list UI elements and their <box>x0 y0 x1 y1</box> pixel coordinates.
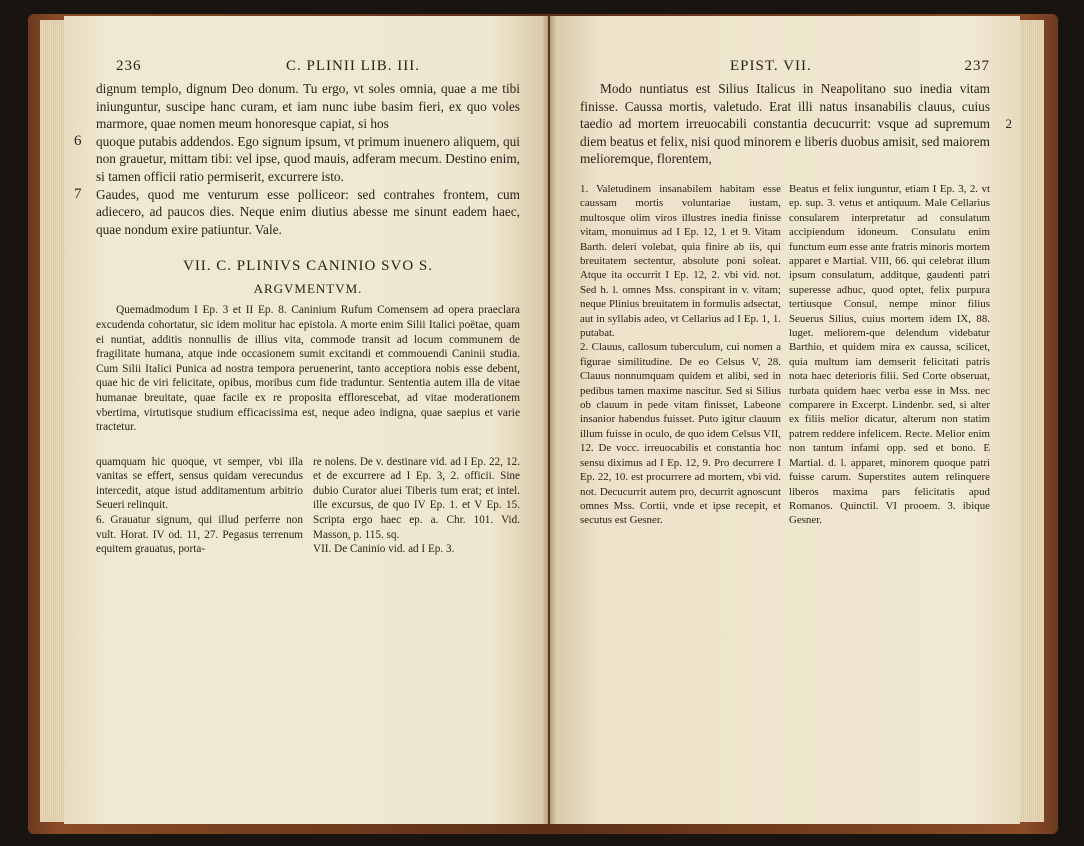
argumentum-text: Quemadmodum I Ep. 3 et II Ep. 8. Caninium Rufum Comensem ad opera praeclara excudenda cohortatur, sic idem molitur hac epistola. A morte enim Silii Italici poëtae, quam ei nuntiat, additis nonnullis de illius vita, commode transit ad locum communem de fragilitate humana, atque inde occasionem sumit excitandi et commouendi Caninii studia. Cum Silii Italici Punica ad nostra tempora peruenerint, tanto acceptiora nobis esse debent, quae hic de viri felicitate, opibus, moribus cum fide traduntur. Sententia autem illa de vitae humanae breuitate, quae facile ex re proposita efflorescebat, ad vitae moderationem vbertima, virtutisque studium efficacissima est, neque adeo indigna, quae saepius et varie tractetur. <box>96 304 520 434</box>
left-footnote-col-2-text: re nolens. De v. destinare vid. ad I Ep. 22, 12. et de excurrere ad I Ep. 3, 2. officii. Sine dubio Curator aluei Tiberis tum erat; et intel. ille excursus, de quo IV Ep. 1. et V Ep. 15. Scripta ergo haec ep. a. Chr. 101. Vid. Masson, p. 115. sq. VII. De Caninio vid. ad I Ep. 3. <box>313 455 520 556</box>
right-footnotes <box>580 182 990 528</box>
left-paragraph-3: Gaudes, quod me venturum esse polliceor: sed contrahes frontem, cum adiecero, ad paucos dies. Neque enim diutius abesse me sinunt eadem haec, quae nondum exire patiuntur. Vale. <box>96 186 520 237</box>
right-page-number: 237 <box>964 58 990 74</box>
left-top-text <box>74 80 520 238</box>
side-marker-2: 2 <box>1005 116 1012 131</box>
left-paragraph-2: quoque putabis addendos. Ego signum ipsum, vt primum inuenero aliquem, qui non grauetur, mittam tibi: vel ipse, quod mauis, adferam mecum. Destino enim, si tamen officii ratio permiserit, excurrere isto. <box>96 133 520 184</box>
left-running-head: C. PLINII LIB. III. <box>286 58 420 74</box>
right-page-header <box>580 58 990 80</box>
left-page <box>64 16 548 824</box>
left-page-header <box>96 58 520 80</box>
argumentum-heading: ARGVMENTVM. <box>253 281 363 297</box>
right-footnote-col-1-text: 1. Valetudinem insanabilem habitam esse caussam mortis voluntariae iustam, multosque olim viros illustres inedia finisse vitam, monuimus ad I Ep. 12, 1 et 9. Vitam Barth. deleri volebat, quia finire ab iis, qui breuitatem sectentur, absolute poni soleat. Atque ita occurrit I Ep. 12, 2. vbi vid. not. Sed h. l. omnes Mss. conspirant in v. vitam; neque Plinius breuitatem in formulis adsectat, aut in syllabis adeo, vt Cellarius ad I Ep. 1, 1. putabat. 2. Clauus, callosum tuberculum, cui nomen a figurae similitudine. De eo Celsus V, 28. Clauus nonnumquam quidem et alibi, sed in pedibus tamen maxime nascitur. Sed si Silius ob clauum in pede vitam finisset, Labeone insanior habendus fuisset. Puto igitur clauum illum fuisse in oculo, de quo idem Celsus VII, 12. De vocc. irreuocabilis et constantia hoc sensu diximus ad I Ep. 12, 9. Pro decurrere I Ep. 22, 10. est procurrere ad mortem, vbi vid. not. Decucurrit autem pro, decurrit agnoscunt omnes Mss. Cortii, vnde et ipse recepit, et secutus est Gesner. <box>580 182 781 527</box>
right-top-text <box>580 80 1012 168</box>
left-page-number: 236 <box>116 58 142 74</box>
left-footnote-col-2 <box>313 455 520 557</box>
letter-title: VII. C. PLINIVS CANINIO SVO S. <box>182 258 433 275</box>
book-gutter-shadow <box>542 16 556 824</box>
line-marker-7: 7 <box>74 185 82 202</box>
right-footnote-col-2 <box>789 182 990 528</box>
line-marker-6: 6 <box>74 132 82 149</box>
right-running-head: EPIST. VII. <box>730 58 812 74</box>
right-page <box>550 16 1020 824</box>
right-footnote-col-1 <box>580 182 781 528</box>
right-footnote-col-2-text: Beatus et felix iunguntur, etiam I Ep. 3, 2. vt ep. sup. 3. vetus et antiquum. Male Cellarius consularem interpretatur ad consulatum accipiendum idoneum. Consulatu enim functum eum esse ante fratris minoris mortem apparet e Martial. VIII, 66. qui celebrat illum ipsum consulatum, additque, gaudenti patri superesse adhuc, quod optet, felix purpura tertiusque Consul, nempe minor filius Seuerus Silius, cuius mortem idem IX, 88. luget. meliorem-que delendum videbatur Barthio, et quidem mira ex caussa, scilicet, quia multum iam demserit felicitati patris nota haec deterioris filii. Sed Corte obseruat, turbata quidem haec verba esse in Mss. nec comparere in Excerpt. Lindenbr. sed, si alter ex filiis melior dicatur, alterum non statim patrem reddere infelicem. Recte. Melior enim non tantum infami opp. sed et bono. E Martial. d. l. apparet, minorem quoque patri fuisse carum. Superstites autem relinquere liberos maxima pars felicitatis apud Romanos. Quinctil. VI prooem. 3. ibique Gesner. <box>789 182 990 527</box>
left-footnote-col-1 <box>96 455 303 557</box>
left-footnote-col-1-text: quamquam hic quoque, vt semper, vbi illa vanitas se effert, sensus quidam verecundus intercedit, atque istud additamentum arbitrio Seueri relinquit. 6. Grauatur signum, qui illud perferre non vult. Horat. IV od. 11, 27. Pegasus terrenum equitem grauatus, porta- <box>96 455 303 556</box>
left-paragraph-1: dignum templo, dignum Deo donum. Tu ergo, vt soles omnia, quae a me tibi iniunguntur, suscipe hanc curam, et iam nunc iube basim fieri, ex quo voles marmore, quae nomen meum honoresque capiat, si hos <box>96 81 520 132</box>
right-paragraph-1: Modo nuntiatus est Silius Italicus in Neapolitano suo inedia vitam finisse. Caussa mortis, valetudo. Erat illi natus insanabilis clauus, cuius taedio ad mortem irreuocabili constantia decucurrit: vsque ad supremum diem beatus et felix, nisi quod minorem e liberis duobus amisit, sed maiorem melioremque, florentem, <box>580 81 990 167</box>
left-footnotes <box>96 455 520 557</box>
